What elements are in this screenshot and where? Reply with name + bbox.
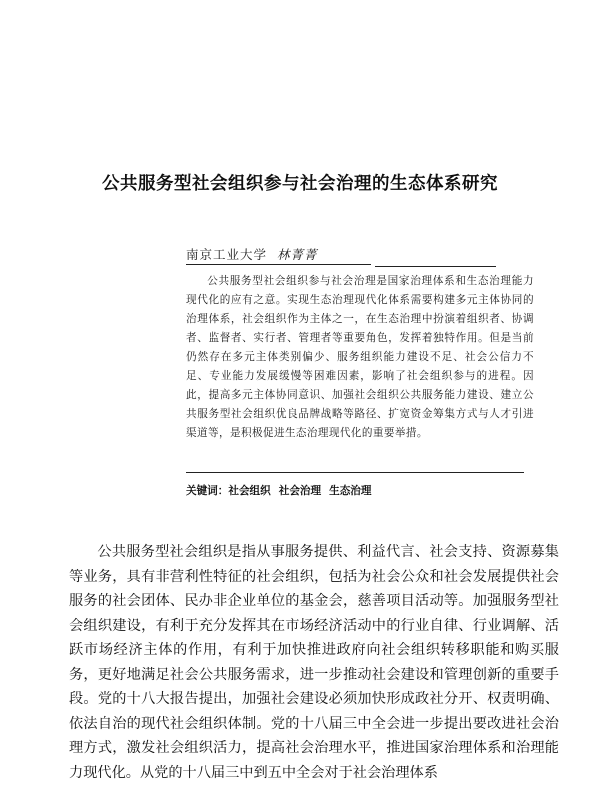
keyword-item: 社会组织 xyxy=(228,485,271,497)
abstract-text: 公共服务型社会组织参与社会治理是国家治理体系和生态治理能力现代化的应有之意。实现生态治理现代化体系需要构建多元主体协同的治理体系，社会组织作为主体之一，在生态治理中扮演着组织者、协调者、监督者、实行者、管理者等重要角色，发挥着独特作用。但是当前仍然存在多元主体类别偏少、服务组织能力建设不足、社会公信力不足、专业能力发展缓慢等困难因素，影响了社会组织参与的进程。因此，提高多元主体协同意识、加强社会组织公共服务能力建设、建立公共服务型社会组织优良品牌战略等路径、扩宽资金筹集方式与人才引进渠道等，是积极促进生态治理现代化的重要举措。 xyxy=(186,275,534,439)
byline xyxy=(186,245,526,265)
keyword-item: 生态治理 xyxy=(329,485,372,497)
keywords-line xyxy=(186,483,372,498)
body-paragraph: 公共服务型社会组织是指从事服务提供、利益代言、社会支持、资源募集等业务，具有非营利性特征的社会组织，包括为社会公众和社会发展提供社会服务的社会团体、民办非企业单位的基金会，慈善项目活动等。加强服务型社会组织建设，有利于充分发挥其在市场经济活动中的行业自律、行业调解、活跃市场经济主体的作用，有利于加快推进政府向社会组织转移职能和购买服务，更好地满足社会公共服务需求，进一步推动社会建设和管理创新的重要手段。党的十八大报告提出，加强社会建设必须加快形成政社分开、权责明确、依法自治的现代社会组织体制。党的十八届三中全会进一步提出要改进社会治理方式，激发社会组织活力，提高社会治理水平，推进国家治理体系和治理能力现代化。从党的十八届三中到五中全会对于社会治理体系 xyxy=(69,544,559,781)
abstract-top-rule-right xyxy=(375,266,496,267)
author-affiliation: 南京工业大学 xyxy=(186,247,268,262)
article-title: 公共服务型社会组织参与社会治理的生态体系研究 xyxy=(102,174,498,194)
abstract-bottom-rule xyxy=(186,472,524,473)
author-name: 林菁菁 xyxy=(277,247,318,262)
keywords-label: 关键词： xyxy=(186,485,229,497)
abstract-top-rule xyxy=(186,264,371,265)
keyword-item: 社会治理 xyxy=(278,485,322,497)
